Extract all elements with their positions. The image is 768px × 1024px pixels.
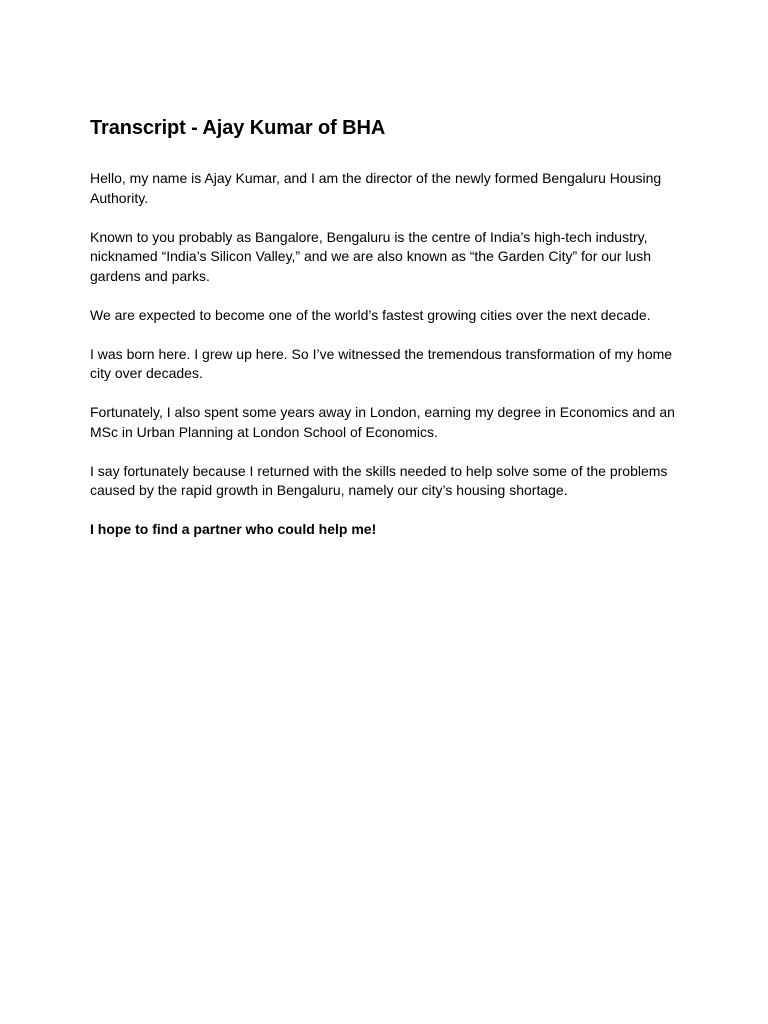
- paragraph-bengaluru: Known to you probably as Bangalore, Bengaluru is the centre of India’s high-tech industry, nicknamed “India’s Silicon Valley,” and we are also known as “the Garden City” for our lush gardens and parks.: [90, 228, 652, 284]
- paragraph-growth: We are expected to become one of the world’s fastest growing cities over the next decade.: [90, 306, 651, 323]
- paragraph-partner-request: I hope to find a partner who could help me!: [90, 521, 377, 537]
- paragraph-list: [90, 169, 680, 540]
- document-title: Transcript - Ajay Kumar of BHA: [90, 117, 386, 139]
- document-body: [90, 115, 680, 559]
- paragraph-skills: I say fortunately because I returned with the skills needed to help solve some of the problems caused by the rapid growth in Bengaluru, namely our city’s housing shortage.: [90, 462, 668, 498]
- paragraph-intro: Hello, my name is Ajay Kumar, and I am the director of the newly formed Bengaluru Housing Authority.: [90, 170, 662, 206]
- paragraph-born-here: I was born here. I grew up here. So I’ve witnessed the tremendous transformation of my home city over decades.: [90, 345, 673, 381]
- paragraph-london: Fortunately, I also spent some years away in London, earning my degree in Economics and an MSc in Urban Planning at London School of Economics.: [90, 404, 675, 440]
